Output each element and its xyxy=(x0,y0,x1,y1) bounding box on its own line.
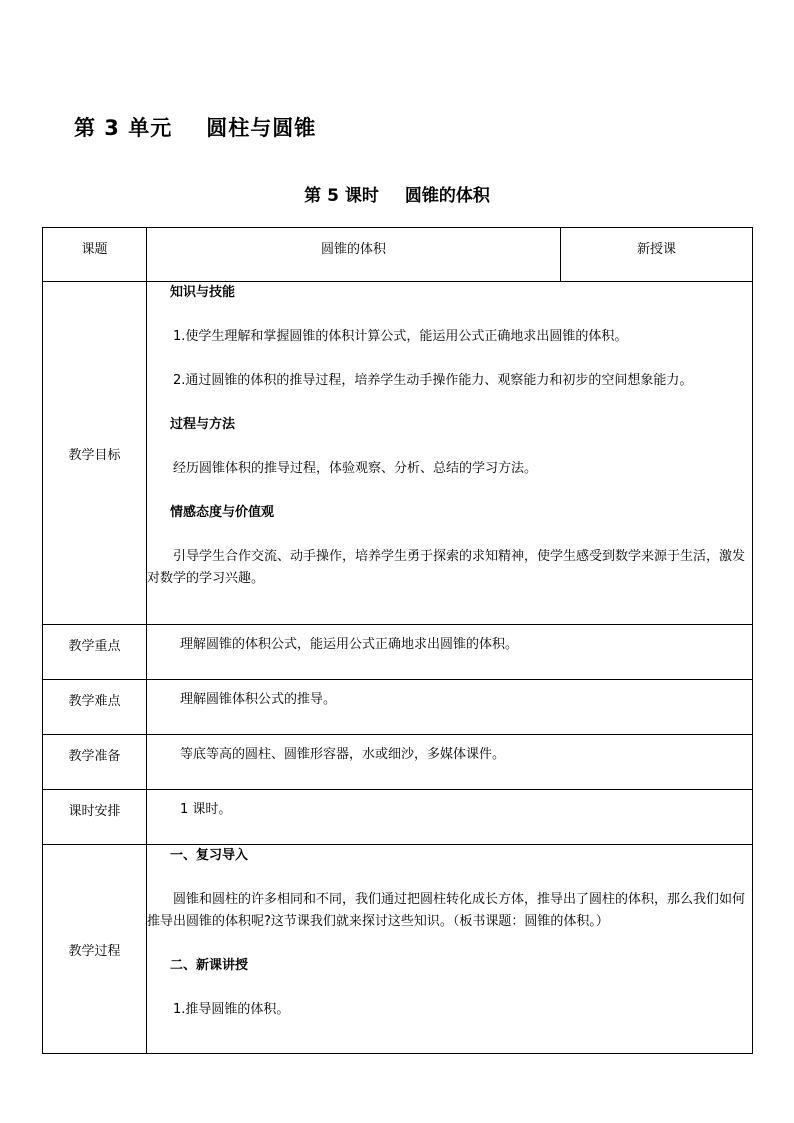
preparation-label: 教学准备 xyxy=(43,735,147,790)
key-point-row xyxy=(43,625,753,680)
goals-section2-title: 过程与方法 xyxy=(170,417,236,432)
topic-row xyxy=(43,228,753,282)
process-part2-item1: 1.推导圆锥的体积。 xyxy=(173,1002,290,1017)
lesson-name: 圆锥的体积 xyxy=(404,186,490,206)
goals-section1-item2: 2.通过圆锥的体积的推导过程，培养学生动手操作能力、观察能力和初步的空间想象能力。 xyxy=(173,373,693,388)
process-label: 教学过程 xyxy=(43,845,147,1054)
topic-label: 课题 xyxy=(43,228,147,282)
lesson-type: 新授课 xyxy=(561,228,753,282)
process-row xyxy=(43,845,753,1054)
lesson-number: 第 5 课时 xyxy=(304,186,379,206)
key-point-label: 教学重点 xyxy=(43,625,147,680)
schedule-row xyxy=(43,790,753,845)
process-content xyxy=(147,845,753,1054)
goals-section1-item1: 1.使学生理解和掌握圆锥的体积计算公式，能运用公式正确地求出圆锥的体积。 xyxy=(173,329,628,344)
process-part1-title: 一、复习导入 xyxy=(170,848,249,863)
process-part2-title: 二、新课讲授 xyxy=(170,958,249,973)
preparation-value: 等底等高的圆柱、圆锥形容器，水或细沙，多媒体课件。 xyxy=(147,735,753,790)
lesson-title xyxy=(0,181,794,206)
unit-title xyxy=(74,112,316,142)
unit-name: 圆柱与圆锥 xyxy=(206,116,317,140)
difficulty-value: 理解圆锥体积公式的推导。 xyxy=(147,680,753,735)
goals-label: 教学目标 xyxy=(43,282,147,625)
goals-section1-title: 知识与技能 xyxy=(170,285,236,300)
preparation-row xyxy=(43,735,753,790)
topic-value: 圆锥的体积 xyxy=(147,228,561,282)
goals-section3-text: 引导学生合作交流、动手操作，培养学生勇于探索的求知精神，使学生感受到数学来源于生活，激发对数学的学习兴趣。 xyxy=(147,549,746,586)
schedule-label: 课时安排 xyxy=(43,790,147,845)
difficulty-label: 教学难点 xyxy=(43,680,147,735)
schedule-value: 1 课时。 xyxy=(147,790,753,845)
goals-section2-text: 经历圆锥体积的推导过程，体验观察、分析、总结的学习方法。 xyxy=(173,461,538,476)
goals-row xyxy=(43,282,753,625)
difficulty-row xyxy=(43,680,753,735)
goals-content xyxy=(147,282,753,625)
key-point-value: 理解圆锥的体积公式，能运用公式正确地求出圆锥的体积。 xyxy=(147,625,753,680)
goals-section3-title: 情感态度与价值观 xyxy=(170,505,275,520)
lesson-plan-table xyxy=(42,227,753,1054)
unit-number: 第 3 单元 xyxy=(74,116,173,140)
process-part1-text: 圆锥和圆柱的许多相同和不同，我们通过把圆柱转化成长方体，推导出了圆柱的体积，那么我们如何推导出圆锥的体积呢?这节课我们就来探讨这些知识。（板书课题：圆锥的体积。） xyxy=(147,892,746,929)
